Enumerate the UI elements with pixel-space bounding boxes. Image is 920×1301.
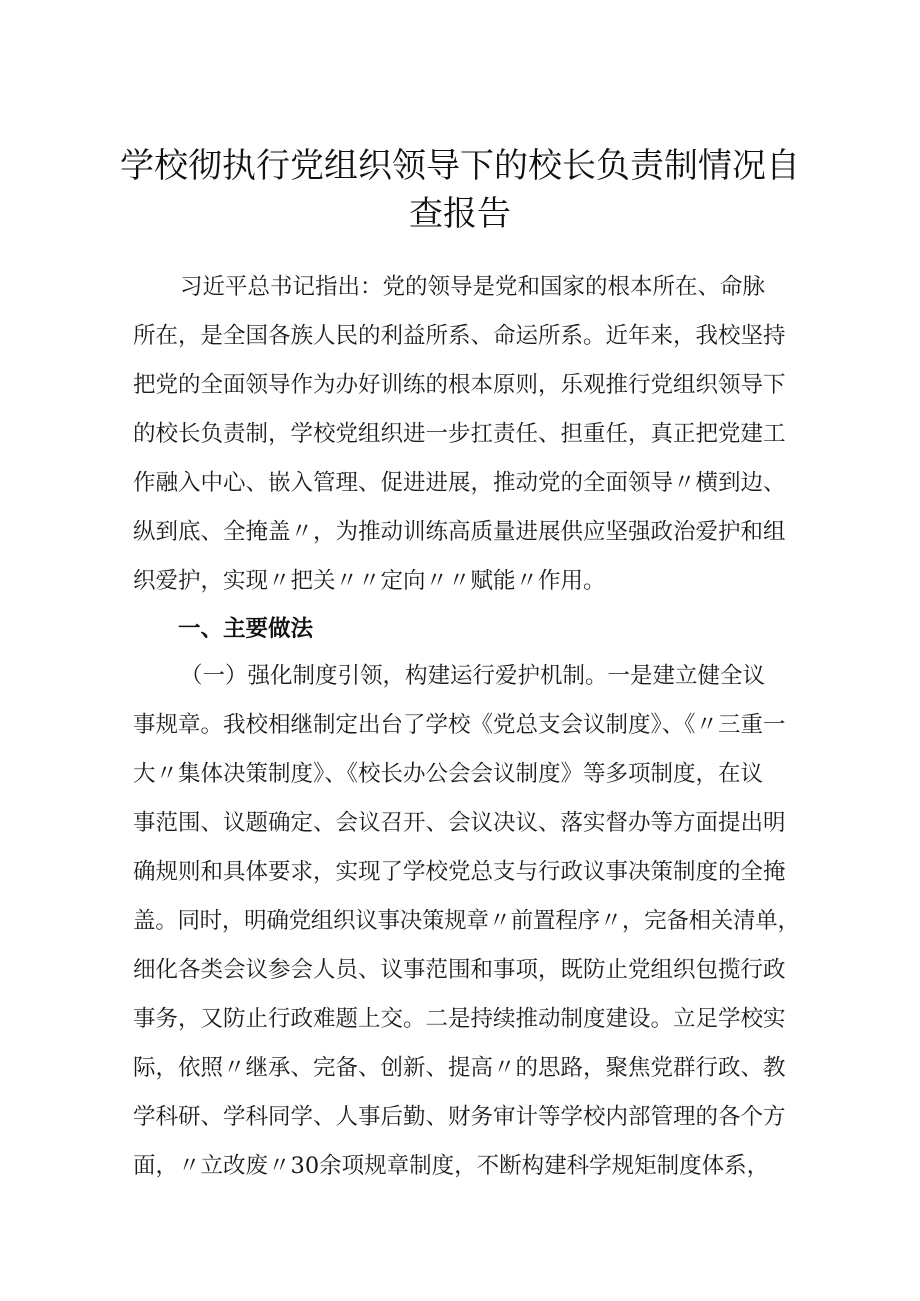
paragraph-line: 事规章。我校相继制定出台了学校《党总支会议制度》、《〃三重一	[133, 712, 786, 738]
paragraph-line: 的校长负责制，学校党组织进一步扛责任、担重任，真正把党建工	[133, 421, 786, 447]
paragraph-line: 细化各类会议参会人员、议事范围和事项，既防止党组织包揽行政	[133, 957, 786, 983]
document-title-line-1: 学校彻执行党组织领导下的校长负责制情况自	[120, 146, 800, 186]
paragraph-line: 盖。同时，明确党组织议事决策规章〃前置程序〃，完备相关清单，	[133, 908, 800, 934]
paragraph-line: 面，〃立改废〃30余项规章制度，不断构建科学规矩制度体系，	[133, 1153, 770, 1179]
paragraph-line: 把党的全面领导作为办好训练的根本原则，乐观推行党组织领导下	[133, 372, 786, 398]
paragraph-line: （一）强化制度引领，构建运行爱护机制。一是建立健全议	[180, 663, 766, 689]
paragraph-line: 所在，是全国各族人民的利益所系、命运所系。近年来，我校坚持	[133, 323, 786, 349]
paragraph-line: 织爱护，实现〃把关〃〃定向〃〃赋能〃作用。	[133, 568, 606, 594]
paragraph-line: 作融入中心、嵌入管理、促进进展，推动党的全面领导〃横到边、	[133, 470, 786, 496]
paragraph-line: 事范围、议题确定、会议召开、会议决议、落实督办等方面提出明	[133, 810, 786, 836]
paragraph-line: 习近平总书记指出：党的领导是党和国家的根本所在、命脉	[180, 274, 766, 300]
paragraph-line: 大〃集体决策制度》、《校长办公会会议制度》等多项制度，在议	[133, 761, 764, 787]
document-title-line-2: 查报告	[409, 194, 511, 234]
section-heading: 一、主要做法	[178, 616, 314, 642]
paragraph-line: 际，依照〃继承、完备、创新、提高〃的思路，聚焦党群行政、教	[133, 1055, 786, 1081]
paragraph-line: 学科研、学科同学、人事后勤、财务审计等学校内部管理的各个方	[133, 1104, 786, 1130]
paragraph-line: 纵到底、全掩盖〃，为推动训练高质量进展供应坚强政治爱护和组	[133, 519, 786, 545]
paragraph-line: 确规则和具体要求，实现了学校党总支与行政议事决策制度的全掩	[133, 859, 786, 885]
paragraph-line: 事务，又防止行政难题上交。二是持续推动制度建设。立足学校实	[133, 1006, 786, 1032]
